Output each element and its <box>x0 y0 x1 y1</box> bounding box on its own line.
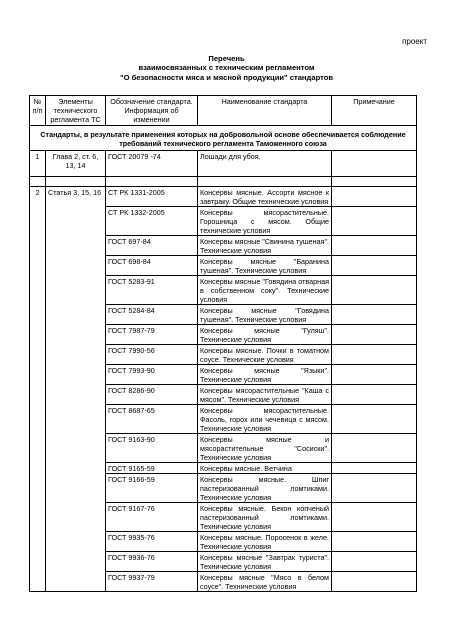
section-title-row <box>30 126 417 151</box>
standard-name: Консервы мясорастительные. Горошница с мясом. Общие технические условия <box>198 207 332 236</box>
row-1-note <box>332 151 417 177</box>
row-2-element <box>46 365 106 385</box>
row-1-name: Лошади для убоя. <box>198 151 332 177</box>
row-2-element <box>46 256 106 276</box>
row-2-element <box>46 305 106 325</box>
standard-name: Консервы мясорастительные "Каша с мясом". Технические условия <box>198 385 332 405</box>
standard-designation: ГОСТ 8286-90 <box>106 385 198 405</box>
standard-note <box>332 187 417 207</box>
row-2-num <box>30 276 46 305</box>
standard-name: Консервы мясные. Ветчина <box>198 463 332 474</box>
row-2-num <box>30 207 46 236</box>
section-title: Стандарты, в результате применения которых на добровольной основе обеспечивается соблюдение требований технического регламента Таможенного союза <box>30 126 417 151</box>
row-2-element <box>46 572 106 592</box>
table-row <box>30 207 417 236</box>
row-2-element <box>46 405 106 434</box>
standard-designation: ГОСТ 697-84 <box>106 236 198 256</box>
standard-note <box>332 434 417 463</box>
row-1-element: Глава 2, ст. 6, 13, 14 <box>46 151 106 177</box>
standard-designation: ГОСТ 7987-79 <box>106 325 198 345</box>
table-row <box>30 463 417 474</box>
standard-note <box>332 552 417 572</box>
standard-designation: ГОСТ 5283-91 <box>106 276 198 305</box>
table-row <box>30 572 417 592</box>
row-1-designation: ГОСТ 20079 -74 <box>106 151 198 177</box>
standard-note <box>332 405 417 434</box>
row-2-element <box>46 236 106 256</box>
standard-designation: ГОСТ 698-84 <box>106 256 198 276</box>
table-row <box>30 503 417 532</box>
row-2-num <box>30 552 46 572</box>
row-2-num <box>30 474 46 503</box>
standard-name: Консервы мясные. Шпиг пастеризованный ломтиками. Технические условия <box>198 474 332 503</box>
standard-note <box>332 474 417 503</box>
row-2-num <box>30 305 46 325</box>
row-2-element <box>46 345 106 365</box>
standard-designation: ГОСТ 9165-59 <box>106 463 198 474</box>
row-2-num <box>30 325 46 345</box>
header-elements: Элементы технического регламента ТС <box>46 96 106 126</box>
row-2-num: 2 <box>30 187 46 207</box>
row-2-element: Статья 3, 15, 16 <box>46 187 106 207</box>
row-2-element <box>46 474 106 503</box>
standard-name: Консервы мясные. Почки в томатном соусе. Технические условия <box>198 345 332 365</box>
standard-name: Консервы мясные "Говядина тушеная". Технические условия <box>198 305 332 325</box>
standard-designation: ГОСТ 9937-79 <box>106 572 198 592</box>
standard-name: Консервы мясные. Бекон копченый пастеризованный ломтиками. Технические условия <box>198 503 332 532</box>
document-heading <box>0 54 453 82</box>
table-row <box>30 405 417 434</box>
row-2-num <box>30 434 46 463</box>
standard-note <box>332 236 417 256</box>
standard-note <box>332 365 417 385</box>
heading-line-1: Перечень <box>208 54 245 63</box>
standard-designation: ГОСТ 9166-59 <box>106 474 198 503</box>
standard-name: Консервы мясные "Говядина отварная в собственном соку". Технические условия <box>198 276 332 305</box>
row-2-element <box>46 434 106 463</box>
row-2-num <box>30 503 46 532</box>
row-2-num <box>30 256 46 276</box>
header-name: Наименование стандарта <box>198 96 332 126</box>
header-num: № п/п <box>30 96 46 126</box>
row-2-element <box>46 385 106 405</box>
standard-designation: ГОСТ 7990-56 <box>106 345 198 365</box>
standard-name: Консервы мясные "Баранина тушеная". Технические условия <box>198 256 332 276</box>
standard-note <box>332 207 417 236</box>
standard-note <box>332 256 417 276</box>
standard-name: Консервы мясные "Свинина тушеная". Технические условия <box>198 236 332 256</box>
standard-name: Консервы мясные "Мясо в белом соусе". Технические условия <box>198 572 332 592</box>
row-1-num: 1 <box>30 151 46 177</box>
standard-name: Консервы мясорастительные. Фасоль, горох или чечевица с мясом. Технические условия <box>198 405 332 434</box>
spacer-row <box>30 177 417 187</box>
row-2-element <box>46 552 106 572</box>
heading-line-3: "О безопасности мяса и мясной продукции" стандартов <box>119 72 334 82</box>
standard-designation: СТ РК 1332-2005 <box>106 207 198 236</box>
row-2-num <box>30 405 46 434</box>
table-row <box>30 256 417 276</box>
row-2-element <box>46 532 106 552</box>
table-row <box>30 552 417 572</box>
standard-designation: ГОСТ 9935-76 <box>106 532 198 552</box>
row-2-element <box>46 463 106 474</box>
standard-designation: ГОСТ 9936-76 <box>106 552 198 572</box>
table-row <box>30 345 417 365</box>
table-row <box>30 187 417 207</box>
standard-note <box>332 305 417 325</box>
standard-designation: ГОСТ 8687-65 <box>106 405 198 434</box>
table-row <box>30 474 417 503</box>
standard-note <box>332 503 417 532</box>
standard-designation: ГОСТ 7993-90 <box>106 365 198 385</box>
row-2-element <box>46 325 106 345</box>
row-2-num <box>30 345 46 365</box>
standard-name: Консервы мясные и мясорастительные "Сосиски". Технические условия <box>198 434 332 463</box>
row-2-element <box>46 276 106 305</box>
header-note: Примечание <box>332 96 417 126</box>
standard-name: Консервы мясные "Языки". Технические условия <box>198 365 332 385</box>
row-2-element <box>46 503 106 532</box>
standards-table <box>29 95 417 592</box>
row-2-num <box>30 532 46 552</box>
standard-name: Консервы мясные. Ассорти мясное к завтраку. Общие технические условия <box>198 187 332 207</box>
row-2-element <box>46 207 106 236</box>
row-2-num <box>30 385 46 405</box>
heading-line-2: взаимосвязанных с техническим регламентом <box>138 63 315 73</box>
table-row <box>30 305 417 325</box>
row-2-num <box>30 572 46 592</box>
table-row <box>30 151 417 177</box>
standard-note <box>332 463 417 474</box>
table-row <box>30 236 417 256</box>
table-row <box>30 325 417 345</box>
standard-name: Консервы мясные. Поросенок в желе. Технические условия <box>198 532 332 552</box>
table-row <box>30 365 417 385</box>
standard-designation: СТ РК 1331-2005 <box>106 187 198 207</box>
standard-note <box>332 276 417 305</box>
table-header-row <box>30 96 417 126</box>
header-designation: Обозначение стандарта. Информация об изменении <box>106 96 198 126</box>
standard-note <box>332 572 417 592</box>
standard-designation: ГОСТ 5284-84 <box>106 305 198 325</box>
standard-designation: ГОСТ 9163-90 <box>106 434 198 463</box>
table-row <box>30 434 417 463</box>
standard-note <box>332 532 417 552</box>
row-2-num <box>30 463 46 474</box>
standard-designation: ГОСТ 9167-76 <box>106 503 198 532</box>
table-row <box>30 385 417 405</box>
standard-note <box>332 325 417 345</box>
standard-note <box>332 385 417 405</box>
table-row <box>30 276 417 305</box>
row-2-num <box>30 365 46 385</box>
row-2-num <box>30 236 46 256</box>
standard-note <box>332 345 417 365</box>
standard-name: Консервы мясные "Гуляш". Технические условия <box>198 325 332 345</box>
standard-name: Консервы мясные "Завтрак туриста". Технические условия <box>198 552 332 572</box>
draft-stamp: проект <box>402 37 427 46</box>
table-row <box>30 532 417 552</box>
